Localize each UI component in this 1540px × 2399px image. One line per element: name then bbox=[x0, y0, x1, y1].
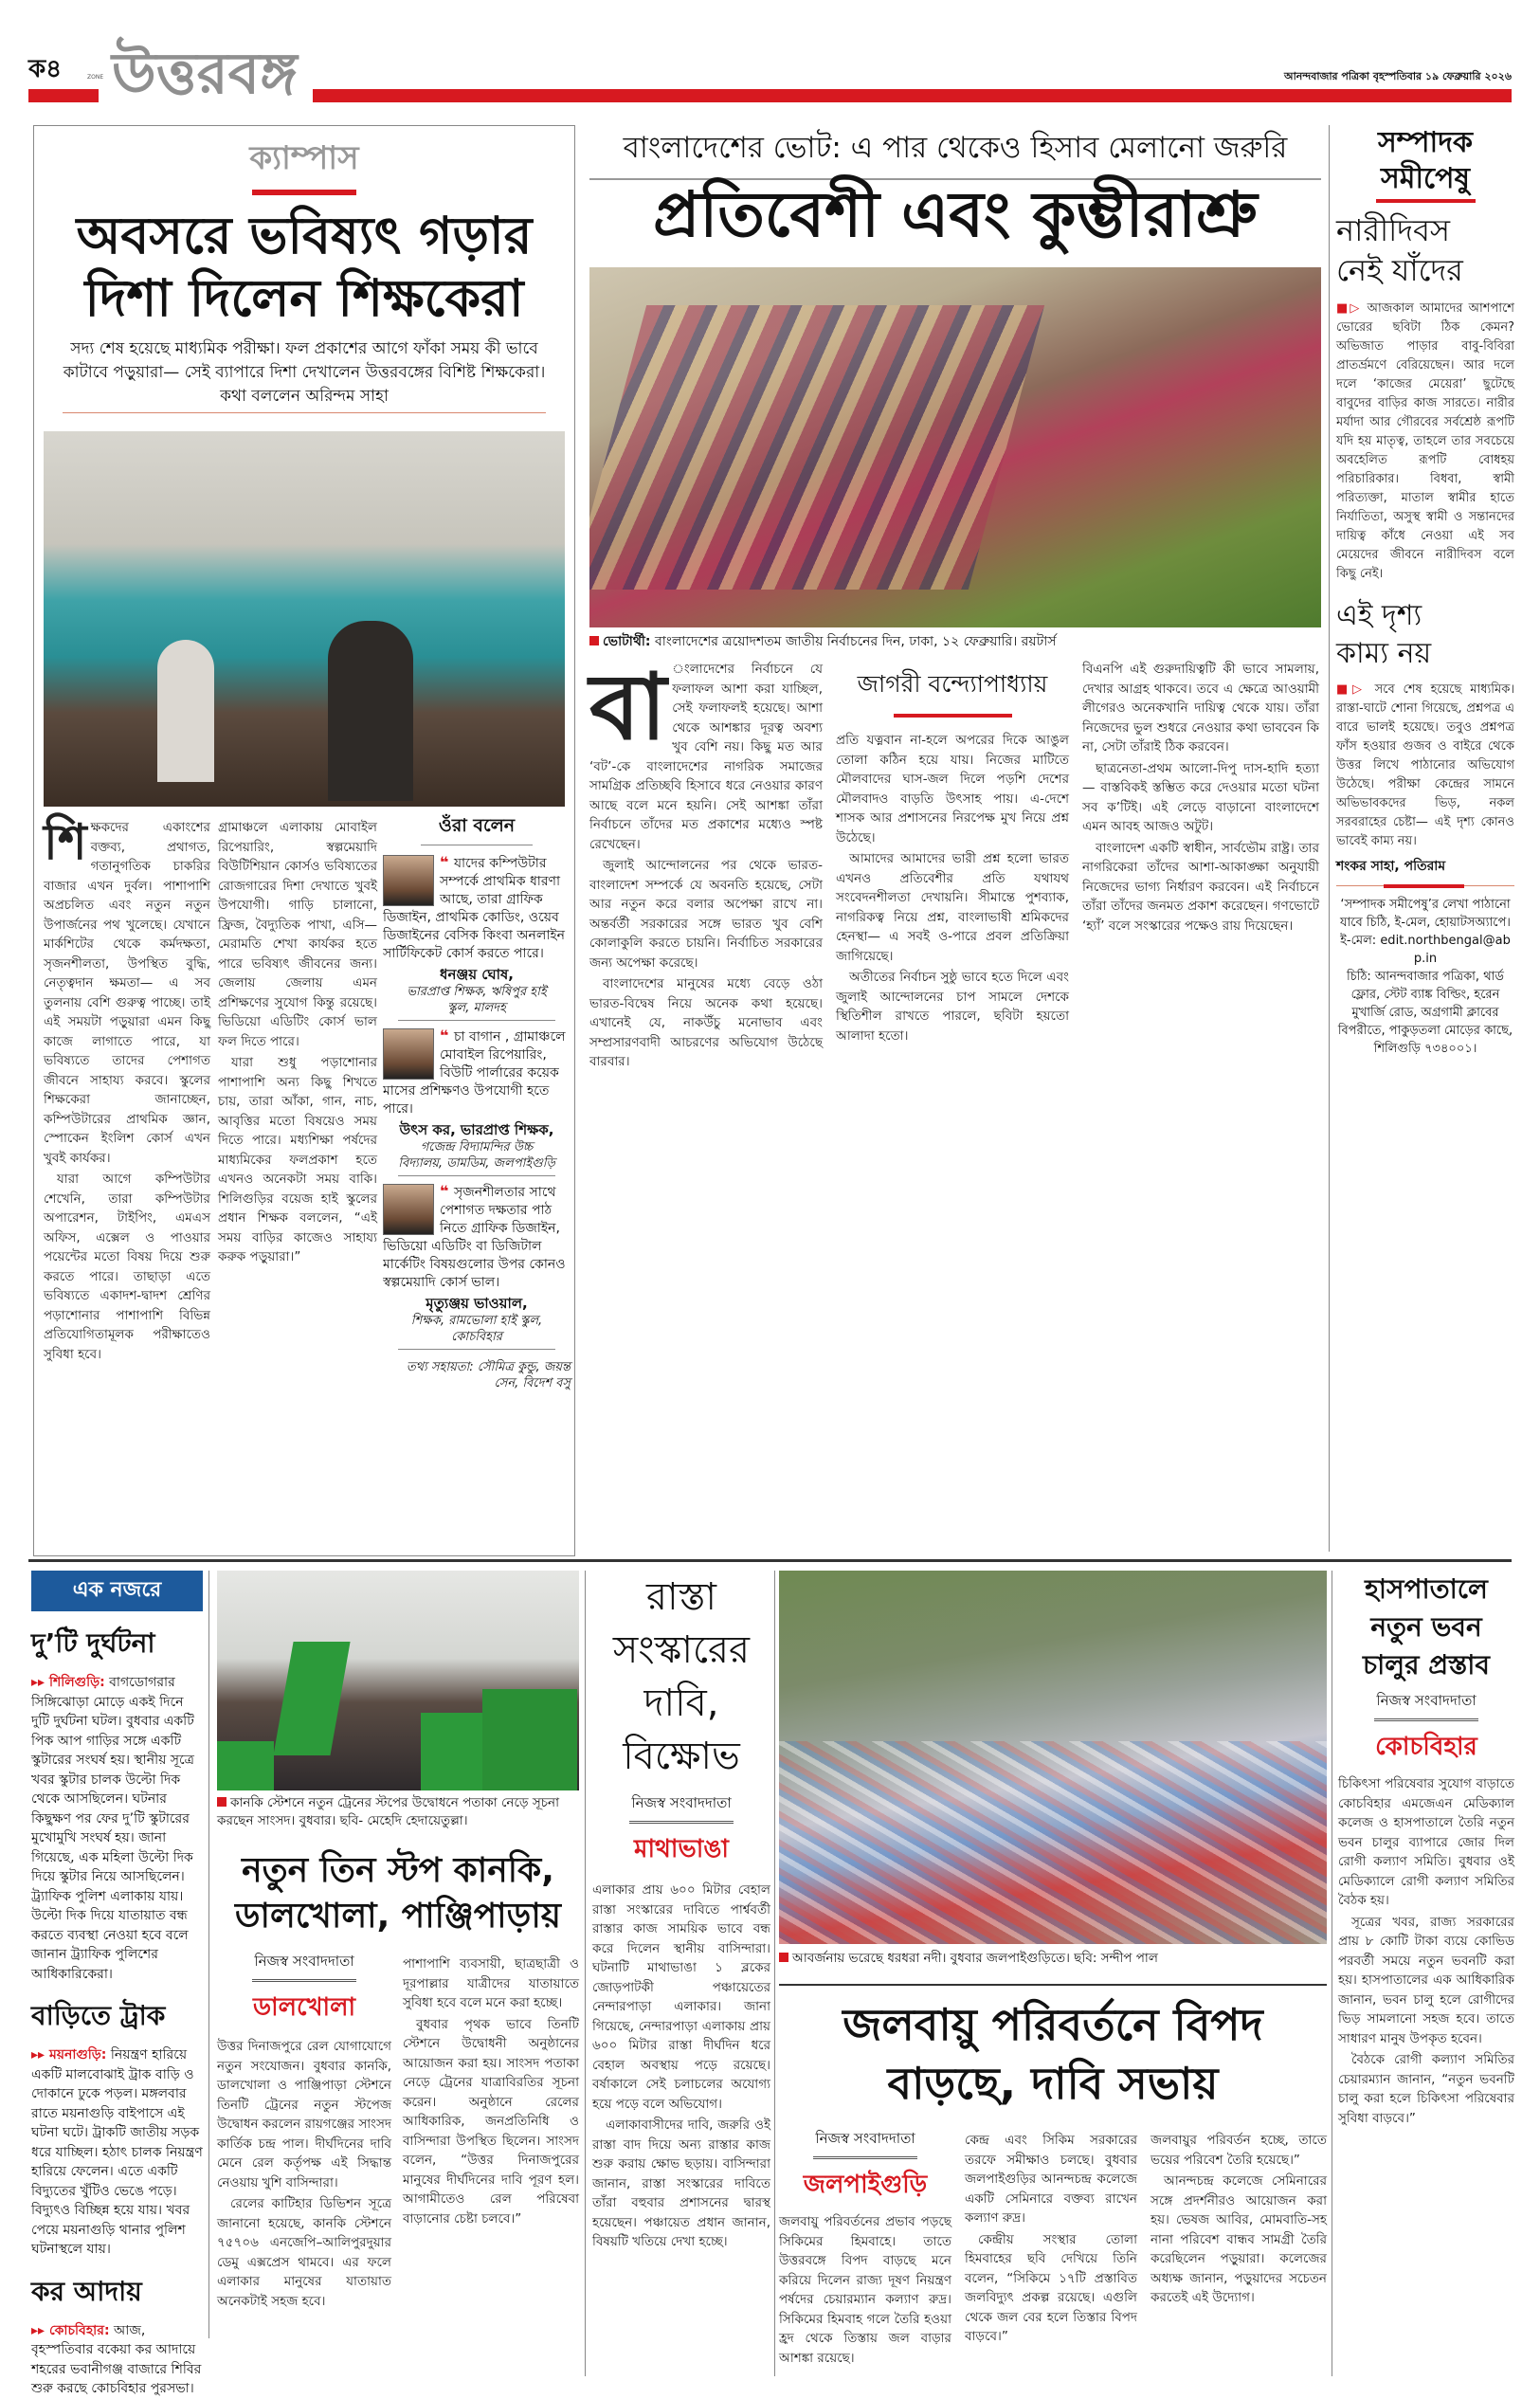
title-underline bbox=[1376, 199, 1476, 203]
climate-col2 bbox=[965, 2131, 1137, 2349]
garbage-texture bbox=[779, 1741, 1327, 1944]
info-credit: তথ্য সহায়তা: সৌমিত্র কুন্ডু, জয়ন্ত সেন, বিদেশ বসু bbox=[406, 1360, 571, 1390]
byline: নিজস্ব সংবাদদাতা bbox=[1376, 1692, 1477, 1709]
dateline: মাথাভাঙা bbox=[634, 1835, 729, 1863]
caption-label: ভোটার্থী: bbox=[603, 634, 651, 649]
paragraph: আমাদের আমাদের ভারী প্রশ্ন হলো ভারত এখনও প্রতিবেশীর প্রতি যথাযথ সংবেদনশীলতা দেখায়নি। সীমান্তে পুশব্যাক, নাগরিকত্ব নিয়ে প্রশ্ন, বাংলাভাষী শ্রমিকদের হেনস্থা— এ সবই ও-পারে প্রবল প্রতিক্রিয়া জাগিয়েছে। bbox=[836, 851, 1069, 964]
headline-line: চালুর প্রস্তাব bbox=[1363, 1649, 1490, 1681]
quote-3: ❝ সৃজনশীলতার সাথে পেশাগত দক্ষতার পাঠ নিতে গ্রাফিক ডিজাইন, ভিডিয়ো এডিটিং বা ডিজিটাল মার্কেটিং বিষয়গুলোর উপর কোনও স্বল্পমেয়াদি কোর্স ভাল। bbox=[383, 1182, 566, 1290]
brief-dateline: কোচবিহার: bbox=[48, 2322, 110, 2338]
quote-name: মৃত্যুঞ্জয় ভাওয়াল, bbox=[426, 1295, 528, 1312]
byline: নিজস্ব সংবাদদাতা bbox=[254, 1953, 354, 1970]
brief-headline: কর আদায় bbox=[31, 2275, 142, 2307]
headline-line: বিক্ষোভ bbox=[623, 1735, 740, 1778]
lead-col1 bbox=[589, 654, 823, 1074]
paragraph: ক্ষকদের একাংশের বক্তব্য, প্রথাগত, গতানুগতিক চাকরির বাজার এখন দুর্বল। পাশাপাশি অপ্রচলিত এবং নতুন নতুন উপার্জনের পথ খুলেছে। যেখানে মার্কশিটের থেকে কর্মদক্ষতা, সৃজনশীলতা, উপস্থিত বুদ্ধি, নেতৃত্বদান ক্ষমতা— এ সব তুলনায় বেশি গুরুত্ব পাচ্ছে। তাই এই সময়টা পড়ুয়ারা এমন কিছু কাজে লাগাতে পারে, যা ভবিষ্যতে তাদের পেশাগত জীবনে সাহায্য করবে। স্কুলের শিক্ষকেরা জানাচ্ছেন, কম্পিউটারের প্রাথমিক জ্ঞান, স্পোকেন ইংলিশ কোর্স এখন খুবই কার্যকর। bbox=[44, 820, 210, 1166]
headline-line: দিশা দিলেন শিক্ষকেরা bbox=[84, 268, 524, 328]
zone-tag: ZONE bbox=[87, 74, 104, 81]
caption-marker bbox=[589, 636, 599, 645]
letter1-title bbox=[1336, 210, 1514, 290]
headline-line: ডালখোলা, পাঞ্জিপাড়ায় bbox=[235, 1897, 561, 1936]
paragraph: গ্রামাঞ্চলে এলাকায় মোবাইল রিপেয়ারিং, স্বল্পমেয়াদি বিউটিশিয়ান কোর্সও ভবিষ্যতের রোজগারের দিশা দেখাতে খুবই উপযোগী। গাড়ি চালানো, ফ্রিজ, বৈদ্যুতিক পাখা, এসি— মেরামতি শেখা কার্যকর হতে পারে ভবিষ্যৎ জীবনের জন্য। জেলায় জেলায় এমন প্রশিক্ষণের সুযোগ কিন্তু রয়েছে। ভিডিয়ো এডিটিং কোর্স ভাল ফল দিতে পারে। bbox=[218, 820, 377, 1049]
quote-2: ❝ চা বাগান , গ্রামাঞ্চলে মোবাইল রিপেয়ারিং, বিউটি পার্লারের কয়েক মাসের প্রশিক্ষণও উপযোগী হতে পারে। bbox=[383, 1027, 566, 1117]
quote-name: উৎস কর, ভারপ্রাপ্ত শিক্ষক, bbox=[399, 1121, 554, 1138]
dateline: ডালখোলা bbox=[252, 1993, 356, 2022]
sidebar-title: ওঁরা বলেন bbox=[421, 812, 533, 845]
brief-body: আজ, বৃহস্পতিবার বকেয়া কর আদায়ে শহরের ভবানীগঞ্জ বাজারে শিবির শুরু করছে কোচবিহার পুরসভা। bbox=[31, 2322, 202, 2396]
quote-text: যাদের কম্পিউটার সম্পর্কে প্রাথমিক ধারণা আছে, তারা গ্রাফিক ডিজাইন, প্রাথমিক কোডিং, ওয়েব ডিজাইনের বেসিক কিংবা অনলাইন সার্টিফিকেট কোর্স করতে পারে। bbox=[383, 856, 566, 961]
dropcap: শি bbox=[44, 814, 87, 871]
byline: নিজস্ব সংবাদদাতা bbox=[815, 2130, 915, 2147]
green-flag bbox=[273, 1642, 350, 1755]
letter-marker-icon: ■▷ bbox=[1336, 301, 1368, 316]
quote-1: ❝ যাদের কম্পিউটার সম্পর্কে প্রাথমিক ধারণা আছে, তারা গ্রাফিক ডিজাইন, প্রাথমিক কোডিং, ওয়েব ডিজাইনের বেসিক কিংবা অনলাইন সার্টিফিকেট কোর্স করতে পারে। bbox=[383, 853, 566, 961]
headline-line: নতুন তিন স্টপ কানকি, bbox=[242, 1851, 554, 1890]
campus-col2 bbox=[218, 818, 377, 1269]
paragraph: আনন্দচন্দ্র কলেজে সেমিনারের সঙ্গে প্রদর্শনীরও আয়োজন করা হয়। ভেষজ আবির, মোমবাতি-সহ নানা পরিবেশ বান্ধব সামগ্রী তৈরি করেছিলেন পড়ুয়ারা। কলেজের অধ্যক্ষ জানান, পড়ুয়াদের সচেতন করতেই এই উদ্যোগ। bbox=[1150, 2173, 1327, 2305]
header-red-bar bbox=[28, 89, 99, 102]
paragraph: বুধবার পৃথক ভাবে তিনটি স্টেশনে উদ্বোধনী অনুষ্ঠানের আয়োজন করা হয়। সাংসদ পতাকা নেড়ে ট্রেনের যাত্রাবিরতির সূচনা করেন। অনুষ্ঠানে রেলের আধিকারিক, জনপ্রতিনিধি ও বাসিন্দারা উপস্থিত ছিলেন। সাংসদ বলেন, “উত্তর দিনাজপুরের মানুষের দীর্ঘদিনের দাবি পূরণ হল। আগামীতেও রেল পরিষেবা বাড়ানোর চেষ্টা চলবে।” bbox=[403, 2016, 579, 2226]
title-line: নারীদিবস bbox=[1336, 212, 1451, 248]
divider bbox=[1336, 885, 1514, 886]
briefs-column bbox=[31, 1571, 209, 2396]
quote-text: সৃজনশীলতার সাথে পেশাগত দক্ষতার পাঠ নিতে গ্রাফিক ডিজাইন, ভিডিয়ো এডিটিং বা ডিজিটাল মার্কেটিং বিষয়গুলোর উপর কোনও স্বল্পমেয়াদি কোর্স ভাল। bbox=[383, 1185, 566, 1290]
title-line: সম্পাদক bbox=[1377, 126, 1474, 159]
paragraph: কেন্দ্র এবং সিকিম সরকারের তরফে সমীক্ষাও চলছে। বুধবার জলপাইগুড়ির আনন্দচন্দ্র কলেজে একটি সেমিনারে বক্তব্য রাখেন কল্যাণ রুদ্র। bbox=[965, 2133, 1137, 2226]
author-underline bbox=[894, 714, 1012, 718]
section-logo: উত্তরবঙ্গ bbox=[106, 36, 303, 112]
teacher-photo bbox=[383, 855, 434, 906]
letter-body: আজকাল আমাদের আশপাশে ভোরের ছবিটা ঠিক কেমন? অভিজাত পাড়ার বাবু-বিবিরা প্রাতর্ভ্রমণে বেরিয়েছেন। আর দলে দলে ‘কাজের মেয়েরা’ ছুটেছে বাবুদের বাড়ির কাজ সারতে। নারীর মর্যাদা আর গৌরবের সর্বশ্রেষ্ঠ রূপটি যদি হয় মাতৃত্ব, তাহলে তার সবচেয়ে অবহেলিত রূপটি বোধহয় পরিচারিকার। বিধবা, স্বামী পরিত্যক্তা, মাতাল স্বামীর হাতে নির্যাতিতা, অসুস্থ স্বামী ও সন্তানদের দায়িত্ব কাঁধে নেওয়া এই সব মেয়েদের জীবনে নারীদিবস বলে কিছু নেই। bbox=[1336, 301, 1514, 581]
paragraph: এলাকাবাসীদের দাবি, জরুরি ওই রাস্তা বাদ দিয়ে অন্য রাস্তার কাজ শুরু করায় ক্ষোভ ছড়ায়। বাসিন্দারা জানান, রাস্তা সংস্কারের দাবিতে তাঁরা বহুবার প্রশাসনের দ্বারস্থ হয়েছেন। পঞ্চায়েত প্রধান জানান, বিষয়টি খতিয়ে দেখা হচ্ছে। bbox=[592, 2117, 770, 2249]
lead-kicker: বাংলাদেশের ভোট: এ পার থেকেও হিসাব মেলানো জরুরি bbox=[589, 125, 1321, 180]
letter-signature: শংকর সাহা, পতিরাম bbox=[1336, 859, 1446, 874]
rail-headline bbox=[217, 1848, 579, 1939]
caption-text: আবর্জনায় ভরেছে ধরধরা নদী। বুধবার জলপাইগুড়িতে। ছবি: সন্দীপ পাল bbox=[792, 1951, 1158, 1966]
brief-body: বাগডোগরার সিঙ্গিঝোড়া মোড়ে একই দিনে দুটি দুর্ঘটনা ঘটল। বুধবার একটি পিক আপ গাড়ির সঙ্গে একটি স্কুটারের সংঘর্ষ হয়। স্থানীয় সূত্রে খবর স্কুটার চালক উল্টো দিক থেকে আসছিলেন। ঘটনার কিছুক্ষণ পর ফের দু’টি স্কুটারের মুখোমুখি সংঘর্ষ হয়। জানা গিয়েছে, এক মহিলা উল্টো দিক দিয়ে স্কুটার নিয়ে আসছিলেন। ট্র্যাফিক পুলিশ এলাকায় যায়। উল্টো দিক দিয়ে যাতায়াত বন্ধ করতে ব্যবস্থা নেওয়া হবে বলে জানান ট্র্যাফিক পুলিশের আধিকারিকেরা। bbox=[31, 1675, 194, 1982]
paragraph: এলাকার প্রায় ৬০০ মিটার বেহাল রাস্তা সংস্কারের দাবিতে পার্শ্ববর্তী রাস্তার কাজ সাময়িক ভাবে বন্ধ করে দিলেন স্থানীয় বাসিন্দারা। ঘটনাটি মাথাভাঙা ১ ব্লকের জোড়পাটকী পঞ্চায়েতের নেন্দারপাড়া এলাকার। জানা গিয়েছে, নেন্দারপাড়া এলাকায় প্রায় ৬০০ মিটার রাস্তা দীর্ঘদিন ধরে বেহাল অবস্থায় পড়ে রয়েছে। বর্ষাকালে সেই চলাচলের অযোগ্য হয়ে পড়ে বলে অভিযোগ। bbox=[592, 1882, 770, 2112]
paragraph: প্রতি যত্নবান না-হলে অপরের দিকে আঙুল তোলা কঠিন হয়ে যায়। নিজের মাটিতে মৌলবাদের ঘাস-জল দিলে পড়শি দেশের মৌলবাদও বাড়তি উৎসাহ পায়। এ-দেশে শাসক আর প্রশাসনের নিরপেক্ষ মুখ নিয়ে প্রশ্ন উঠেছে। bbox=[836, 733, 1069, 845]
student-figure bbox=[157, 640, 214, 782]
email-label: ই-মেল: bbox=[1340, 934, 1377, 948]
brief-body: নিয়ন্ত্রণ হারিয়ে একটি মালবোঝাই ট্রাক বাড়ি ও দোকানে ঢুকে পড়ল। মঙ্গলবার রাতে ময়নাগুড়ি বাইপাসে এই ঘটনা ঘটে। ট্রাকটি জাতীয় সড়ক ধরে যাচ্ছিল। হঠাৎ চালক নিয়ন্ত্রণ হারিয়ে ফেলেন। এতে একটি বিদ্যুতের খুঁটিও ভেঙে পড়ে। বিদ্যুৎও বিচ্ছিন্ন হয়ে যায়। খবর পেয়ে ময়নাগুড়ি থানার পুলিশ ঘটনাস্থলে যায়। bbox=[31, 2047, 203, 2257]
voters-queue-photo bbox=[589, 267, 1321, 627]
title-line: সমীপেষু bbox=[1380, 162, 1471, 195]
student-figure bbox=[328, 621, 413, 801]
paragraph: বাংলাদেশ একটি স্বাধীন, সার্বভৌম রাষ্ট্র। তার নাগরিকেরা তাঁদের আশা-আকাঙ্ক্ষা অনুযায়ী নিজেদের ভাগ্য নির্ধারণ করবেন। এই নির্বাচনে তাঁরা তাঁদের জনমত প্রকাশ করেছেন। গণভোটে ‘হ্যাঁ’ বলে সংস্কারের পক্ষেও রায় দিয়েছেন। bbox=[1082, 840, 1319, 934]
paragraph: চিকিৎসা পরিষেবার সুযোগ বাড়াতে কোচবিহার এমজেএন মেডিক্যাল কলেজ ও হাসপাতালে তৈরি নতুন ভবন চালুর ব্যাপারে জোর দিল রোগী কল্যাণ সমিতি। বুধবার ওই মেডিক্যালে রোগী কল্যাণ সমিতির বৈঠক হয়। bbox=[1338, 1776, 1514, 1908]
teacher-photo bbox=[383, 1028, 434, 1080]
paragraph: কেন্দ্রীয় সংস্থার তোলা হিমবাহের ছবি দেখিয়ে তিনি বলেন, “সিকিমে ১৭টি প্রস্তাবিত জলবিদ্যুৎ প্রকল্প রয়েছে। এগুলি থেকে জল বের হলে তিস্তার বিপদ বাড়বে।” bbox=[965, 2231, 1137, 2344]
letters-footer bbox=[1336, 896, 1514, 1058]
teachers-sidebar bbox=[383, 812, 571, 1548]
headline-line: সংস্কারের bbox=[612, 1628, 751, 1672]
paragraph: উত্তর দিনাজপুরে রেল যোগাযোগে নতুন সংযোজন। বুধবার কানকি, ডালখোলা ও পাঞ্জিপাড়া স্টেশনে তিনটি ট্রেনের নতুন স্টপেজ উদ্বোধন করলেন রায়গঞ্জের সাংসদ কার্তিক চন্দ্র পাল। দীর্ঘদিনের দাবি মেনে রেল কর্তৃপক্ষ এই সিদ্ধান্ত নেওয়ায় খুশি বাসিন্দারা। bbox=[217, 2039, 391, 2190]
paragraph: জলবায়ু পরিবর্তনের প্রভাব পড়ছে সিকিমের হিমবাহে। তাতে উত্তরবঙ্গে বিপদ বাড়ছে মনে করিয়ে দিলেন রাজ্য দূষণ নিয়ন্ত্রণ পর্ষদের চেয়ারম্যান কল্যাণ রুদ্র। সিকিমের হিমবাহ গলে তৈরি হওয়া হ্রদ থেকে তিস্তায় জল বাড়ার আশঙ্কা রয়েছে। bbox=[779, 2214, 951, 2366]
caption-text: বাংলাদেশের ত্রয়োদশতম জাতীয় নির্বাচনের দিন, ঢাকা, ১২ ফেব্রুয়ারি। রয়টার্স bbox=[650, 634, 1057, 649]
climate-col1 bbox=[779, 2128, 951, 2370]
header-red-bar bbox=[313, 89, 1512, 102]
quote-text: চা বাগান , গ্রামাঞ্চলে মোবাইল রিপেয়ারিং, বিউটি পার্লারের কয়েক মাসের প্রশিক্ষণও উপযোগী হতে পারে। bbox=[383, 1029, 566, 1117]
letter2-title bbox=[1336, 597, 1514, 673]
paragraph: রেলের কাটিহার ডিভিশন সূত্রে জানানো হয়েছে, কানকি স্টেশনে ৭৫৭০৬ এনজেপি–আলিপুরদুয়ার ডেমু এক্সপ্রেস থামবে। এর ফলে এলাকার মানুষের যাতায়াত অনেকটাই সহজ হবে। bbox=[217, 2196, 391, 2309]
caption-text: কানকি স্টেশনে নতুন ট্রেনের স্টপের উদ্বোধনে পতাকা নেড়ে সূচনা করছেন সাংসদ। বুধবার। ছবি- মেহেদি হেদায়েতুল্লা। bbox=[217, 1795, 560, 1828]
letter-body: সবে শেষ হয়েছে মাধ্যমিক। রাস্তা-ঘাটে শোনা গিয়েছে, প্রশ্নপত্র এ বারে ভালই হয়েছে। তবুও প্রশ্নপত্র ফাঁস হওয়ার গুজব ও বাইরে থেকে উত্তর লিখে পাঠানোর অভিযোগ উঠেছে। পরীক্ষা কেন্দ্রের সামনে অভিভাবকদের ভিড়, নকল সরবরাহের চেষ্টা— এই দৃশ্য কোনও ভাবেই কাম্য নয়। bbox=[1336, 682, 1514, 848]
brief-headline: বাড়িতে ট্রাক bbox=[31, 2000, 166, 2031]
title-line: কাম্য নয় bbox=[1336, 637, 1432, 670]
brief-headline: দু’টি দুর্ঘটনা bbox=[31, 1627, 155, 1659]
dateline: কোচবিহার bbox=[1375, 1733, 1477, 1761]
polluted-river-photo bbox=[779, 1571, 1327, 1944]
paragraph: সূত্রের খবর, রাজ্য সরকারের প্রায় ৮ কোটি টাকা ব্যয়ে কোভিড পরবর্তী সময়ে নতুন ভবনটি করা হয়। হাসপাতালের এক আধিকারিক জানান, ভবন চালু হলে রোগীদের ভিড় সামলানো সহজ হবে। তাতে সাধারণ মানুষ উপকৃত হবেন। bbox=[1338, 1914, 1514, 2046]
hospital-story bbox=[1338, 1571, 1514, 2130]
column-rule bbox=[1329, 125, 1330, 1552]
dateline: জলপাইগুড়ি bbox=[803, 2171, 928, 2199]
briefs-header: এক নজরে bbox=[31, 1571, 203, 1611]
paragraph: পাশাপাশি ব্যবসায়ী, ছাত্রছাত্রী ও দূরপাল্লার যাত্রীদের যাতায়াতে সুবিধা হবে বলে মনে করা হচ্ছে। bbox=[403, 1956, 579, 2010]
paragraph: জলবায়ুর পরিবর্তন হচ্ছে, তাতে ভয়ের পরিবেশ তৈরি হয়েছে।” bbox=[1150, 2133, 1327, 2168]
headline-line: অবসরে ভবিষ্যৎ গড়ার bbox=[76, 206, 533, 265]
quote-role: ভারপ্রাপ্ত শিক্ষক, ঋষিপুর হাই স্কুল, মালদহ bbox=[398, 984, 555, 1021]
rail-caption bbox=[217, 1794, 579, 1830]
paragraph: ংলাদেশের নির্বাচনে যে ফলাফল আশা করা যাচ্ছিল, সেই ফলাফলই হয়েছে। আশা থেকে আশঙ্কার দূরত্ব অবশ্য খুব বেশি নয়। কিছু মত আর ‘বট’-কে বাংলাদেশের নাগরিক সমাজের সামগ্রিক প্রতিচ্ছবি হিসাবে ধরে নেওয়ার কারণ আছে বলে মনে হয়নি। সেই আশঙ্কা তাঁরা নির্বাচনে তাঁদের মত প্রকাশের মধ্যেও স্পষ্ট রেখেছেন। bbox=[589, 662, 823, 852]
page-number: ক৪ bbox=[28, 55, 63, 83]
campus-headline bbox=[34, 205, 574, 330]
climate-col3 bbox=[1150, 2131, 1327, 2310]
column-rule bbox=[585, 1571, 586, 2376]
headline-line: জলবায়ু পরিবর্তনে বিপদ bbox=[842, 1999, 1263, 2050]
teacher-photo bbox=[383, 1184, 434, 1235]
title-line: নেই যাঁদের bbox=[1336, 252, 1463, 288]
letters-column bbox=[1336, 125, 1514, 1058]
hospital-headline bbox=[1338, 1571, 1514, 1684]
climate-headline bbox=[779, 1995, 1327, 2113]
climate-caption bbox=[779, 1950, 1327, 1968]
footer-text: ‘সম্পাদক সমীপেষু’র লেখা পাঠানো যাবে চিঠি, ই-মেল, হোয়াটসঅ্যাপে। bbox=[1340, 898, 1511, 930]
section-divider bbox=[28, 1559, 1512, 1562]
brief-dateline: ময়নাগুড়ি: bbox=[48, 2047, 107, 2063]
road-headline bbox=[592, 1571, 770, 1783]
paragraph: বাংলাদেশের মানুষের মধ্যে বেড়ে ওঠা ভারত-বিদ্বেষ নিয়ে অনেক কথা হয়েছে। এখানেই যে, নাকউঁচু মনোভাব এবং সম্প্রসারণবাদী আচরণের অভিযোগ উঠেছে বারবার। bbox=[589, 976, 823, 1069]
title-line: এই দৃশ্য bbox=[1336, 599, 1422, 632]
paragraph: জুলাই আন্দোলনের পর থেকে ভারত-বাংলাদেশ সম্পর্কে যে অবনতি হয়েছে, সেটা আর নতুন করে বলার অপেক্ষা রাখে না। অন্তর্বর্তী সরকারের সঙ্গে ভারত খুব বেশি কোলাকুলি করতে চায়নি। নির্বাচিত সরকারের জন্য অপেক্ষা করেছে। bbox=[589, 858, 823, 971]
paragraph: অতীতের নির্বাচন সুষ্ঠু ভাবে হতে দিলে এবং জুলাই আন্দোলনের চাপ সামলে দেশকে স্থিতিশীল রাখতে পারলে, ছবিটা হয়তো আলাদা হতো। bbox=[836, 970, 1069, 1044]
divider bbox=[779, 1984, 1327, 1986]
column-rule bbox=[774, 1571, 775, 2376]
postal-address: চিঠি: আনন্দবাজার পত্রিকা, থার্ড ফ্লোর, স্টেট ব্যাঙ্ক বিল্ডিং, হরেন মুখার্জি রোড, অগ্রগামী ক্লাবের বিপরীতে, পাকুড়তলা মোড়ের কাছে, শিলিগুড়ি ৭৩৪০০১। bbox=[1337, 970, 1513, 1056]
kicker-underline bbox=[252, 190, 356, 195]
paragraph: যারা আগে কম্পিউটার শেখেনি, তারা কম্পিউটার অপারেশন, টাইপিং, এমএস অফিস, এক্সেল ও পাওয়ার পয়েন্টের মতো বিষয় দিয়ে শুরু করতে পারে। তাছাড়া এতে ভবিষ্যতে একাদশ-দ্বাদশ শ্রেণির পড়াশোনার পাশাপাশি বিভিন্ন প্রতিযোগিতামূলক পরীক্ষাতেও সুবিধা হবে। bbox=[44, 1172, 210, 1362]
headline-line: হাসপাতালে bbox=[1365, 1573, 1488, 1605]
campus-kicker: ক্যাম্পাস bbox=[249, 139, 359, 177]
dropcap: বা bbox=[589, 654, 667, 760]
lead-col2 bbox=[836, 660, 1069, 1047]
rail-col1 bbox=[217, 1951, 391, 2313]
paragraph: ছাত্রনেতা-প্রথম আলো-দিপু দাস-হাদি হত্যা— বাস্তবিকই স্তম্ভিত করে দেওয়ার মতো ঘটনা সব ক’টিই। এই লেড়ে বাড়ানো বাংলাদেশে এমন আবহ আজও অটুট। bbox=[1082, 760, 1319, 834]
letters-section-title bbox=[1336, 125, 1514, 197]
paragraph: যারা শুধু পড়াশোনার পাশাপাশি অন্য কিছু শিখতে চায়, তারা আঁকা, গান, নাচ, আবৃত্তির মতো বিষয়েও সময় দিতে পারে। মধ্যশিক্ষা পর্ষদের মাধ্যমিকের ফলপ্রকাশ হতে এখনও অনেকটা সময় বাকি। শিলিগুড়ির বয়েজ হাই স্কুলের প্রধান শিক্ষক বললেন, “এই সময় বাড়ির কাজেও সাহায্য করুক পড়ুয়ারা।” bbox=[218, 1055, 377, 1264]
lead-col3 bbox=[1082, 660, 1319, 937]
green-flag bbox=[217, 1741, 274, 1790]
paper-date: আনন্দবাজার পত্রিকা বৃহস্পতিবার ১৯ ফেব্রুয়ারি ২০২৬ bbox=[1283, 70, 1512, 82]
campus-col1 bbox=[44, 814, 210, 1366]
headline-line: নতুন ভবন bbox=[1370, 1611, 1482, 1643]
quote-name: ধনঞ্জয় ঘোষ, bbox=[440, 966, 514, 983]
letter-marker-icon: ■▷ bbox=[1336, 682, 1375, 697]
paragraph: বৈঠকে রোগী কল্যাণ সমিতির চেয়ারম্যান জানান, “নতুন ভবনটি চালু করা হলে চিকিৎসা পরিষেবার সুবিধা বাড়বে।” bbox=[1338, 2052, 1514, 2126]
green-flag bbox=[482, 1689, 577, 1790]
computer-lab-photo bbox=[44, 431, 565, 807]
brief-text: ▸▸ কোচবিহার: আজ, বৃহস্পতিবার বকেয়া কর আদায়ে শহরের ভবানীগঞ্জ বাজারে শিবির শুরু করছে কোচবিহার পুরসভা। bbox=[31, 2322, 202, 2396]
brief-dateline: শিলিগুড়ি: bbox=[48, 1675, 105, 1690]
quote-role: গজেন্দ্র বিদ্যামন্দির উচ্চ বিদ্যালয়, ডামডিম, জলপাইগুড়ি bbox=[398, 1139, 555, 1176]
flag-off-photo bbox=[217, 1571, 579, 1790]
headline-line: বাড়ছে, দাবি সভায় bbox=[887, 2058, 1219, 2109]
rail-col2 bbox=[403, 1954, 579, 2230]
campus-feature bbox=[33, 125, 575, 1556]
road-story bbox=[592, 1571, 770, 2254]
headline-line: দাবি, bbox=[643, 1681, 719, 1725]
queue-figures bbox=[589, 305, 1044, 590]
email-link[interactable]: edit.northbengal@abp.in bbox=[1380, 934, 1511, 966]
byline: নিজস্ব সংবাদদাতা bbox=[631, 1794, 732, 1811]
brief-text: ▸▸ ময়নাগুড়ি: নিয়ন্ত্রণ হারিয়ে একটি মালবোঝাই ট্রাক বাড়ি ও দোকানে ঢুকে পড়ল। মঙ্গলবার রাতে ময়নাগুড়ি বাইপাসে এই ঘটনা ঘটে। ট্রাকটি জাতীয় সড়ক ধরে যাচ্ছিল। হঠাৎ চালক নিয়ন্ত্রণ হারিয়ে ফেলেন। এতে একটি বিদ্যুতের খুঁটিও ভেঙে পড়ে। বিদ্যুৎও বিচ্ছিন্ন হয়ে যায়। খবর পেয়ে ময়নাগুড়ি থানার পুলিশ ঘটনাস্থলে যায়। bbox=[31, 2047, 203, 2257]
lead-caption bbox=[589, 633, 1321, 651]
brief-text: ▸▸ শিলিগুড়ি: বাগডোগরার সিঙ্গিঝোড়া মোড়ে একই দিনে দুটি দুর্ঘটনা ঘটল। বুধবার একটি পিক আপ গাড়ির সঙ্গে একটি স্কুটারের সংঘর্ষ হয়। স্থানীয় সূত্রে খবর স্কুটার চালক উল্টো দিক থেকে আসছিলেন। ঘটনার কিছুক্ষণ পর ফের দু’টি স্কুটারের মুখোমুখি সংঘর্ষ হয়। জানা গিয়েছে, এক মহিলা উল্টো দিক দিয়ে স্কুটার নিয়ে আসছিলেন। ট্র্যাফিক পুলিশ এলাকায় যায়। উল্টো দিক দিয়ে যাতায়াত বন্ধ করতে ব্যবস্থা নেওয়া হবে বলে জানান ট্র্যাফিক পুলিশের আধিকারিকেরা। bbox=[31, 1675, 194, 1982]
quote-role: শিক্ষক, রামভোলা হাই স্কুল, কোচবিহার bbox=[398, 1313, 555, 1350]
headline-line: রাস্তা bbox=[646, 1575, 716, 1619]
campus-deck: সদ্য শেষ হয়েছে মাধ্যমিক পরীক্ষা। ফল প্রকাশের আগে ফাঁকা সময় কী ভাবে কাটাবে পড়ুয়ারা— সেই ব্যাপারে দিশা দেখালেন উত্তরবঙ্গের বিশিষ্ট শিক্ষকেরা। কথা বললেন অরিন্দম সাহা bbox=[63, 337, 546, 413]
author-name: জাগরী বন্দ্যোপাধ্যায় bbox=[857, 670, 1048, 698]
lead-headline: প্রতিবেশী এবং কুম্ভীরাশ্রু bbox=[653, 178, 1258, 251]
paragraph: বিএনপি এই গুরুদায়িত্বটি কী ভাবে সামলায়, দেখার আগ্রহ থাকবে। তবে এ ক্ষেত্রে আওয়ামী লীগেরও অনেকখানি দায়িত্ব থেকে যায়। তাঁরা নিজেদের ভুল শুধরে নেওয়ার কথা ভাববেন কি না, সেটা তাঁরাই ঠিক করবেন। bbox=[1082, 662, 1319, 754]
